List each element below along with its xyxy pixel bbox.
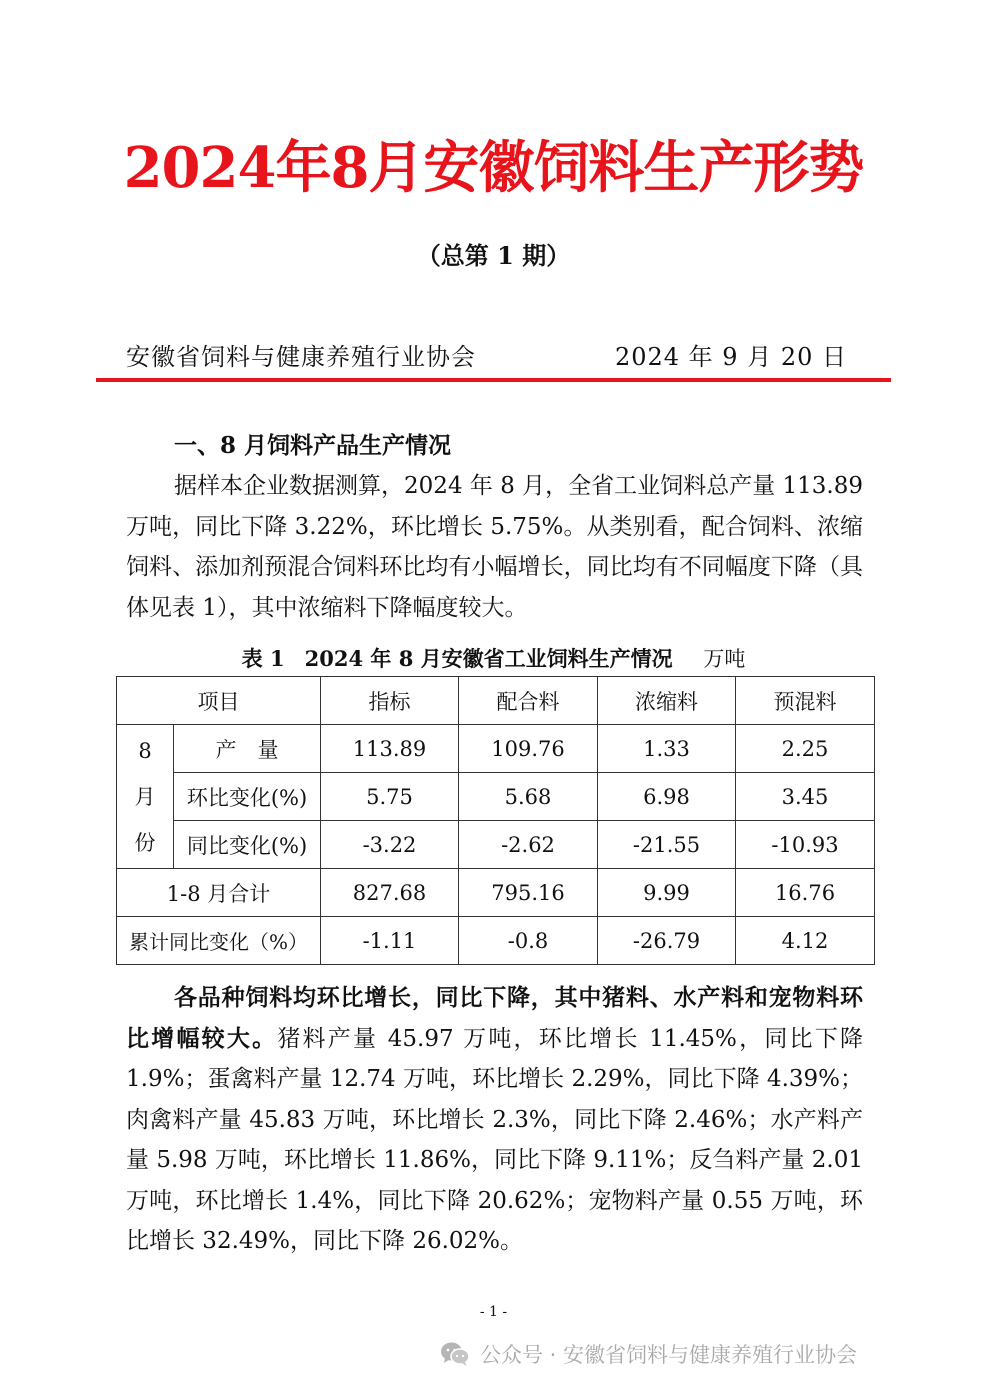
table-cell: 4.12 — [736, 917, 875, 965]
table-cell: -1.11 — [321, 917, 459, 965]
table-cell: 5.68 — [459, 773, 598, 821]
intro-paragraph: 据样本企业数据测算，2024 年 8 月，全省工业饲料总产量 113.89 万吨，同比下降 3.22%，环比增长 5.75%。从类别看，配合饲料、浓缩饲料、添加剂预混合饲料环比均有小幅增长，同比均有不同幅度下降（具体见表 1），其中浓缩料下降幅度较大。 — [126, 473, 863, 621]
table-row — [117, 869, 875, 917]
table-cell: -10.93 — [736, 821, 875, 869]
row-label: 累计同比变化（%） — [117, 917, 321, 965]
row-label: 同比变化(%) — [174, 821, 321, 869]
table-cell: 9.99 — [598, 869, 736, 917]
month-label-cell — [117, 725, 174, 869]
month-label-char: 份 — [134, 830, 156, 855]
table-cell: 16.76 — [736, 869, 875, 917]
table-cell: 2.25 — [736, 725, 875, 773]
table-cell: 109.76 — [459, 725, 598, 773]
issue-number: （总第 1 期） — [416, 241, 571, 270]
table-caption-label: 表 1 — [241, 646, 285, 671]
table-cell: 5.75 — [321, 773, 459, 821]
footer-text: 公众号 · 安徽省饲料与健康养殖行业协会 — [480, 1343, 858, 1367]
table-cell: 6.98 — [598, 773, 736, 821]
table-row — [117, 821, 875, 869]
table-cell: -21.55 — [598, 821, 736, 869]
document-title: 2024年8月安徽饲料生产形势 — [123, 135, 864, 201]
month-label-char: 8 — [138, 738, 152, 763]
wechat-footer — [440, 1334, 857, 1374]
page-number: - 1 - — [479, 1304, 508, 1320]
table-cell: 795.16 — [459, 869, 598, 917]
section-heading: 一、8 月饲料产品生产情况 — [174, 432, 452, 459]
table-cell: -26.79 — [598, 917, 736, 965]
table-header-row — [117, 677, 875, 725]
row-label: 环比变化(%) — [174, 773, 321, 821]
row-label: 产 量 — [174, 725, 321, 773]
table-row — [117, 773, 875, 821]
table-cell: 1.33 — [598, 725, 736, 773]
table-caption — [0, 642, 987, 676]
publish-date: 2024 年 9 月 20 日 — [614, 343, 847, 371]
category-paragraph-body: 猪料产量 45.97 万吨，环比增长 11.45%，同比下降 1.9%；蛋禽料产量 12.74 万吨，环比增长 2.29%，同比下降 4.39%；肉禽料产量 45.83 万吨，环比增长 2.3%，同比下降 2.46%；水产料产量 5.98 万吨，环比增长 11.86%，同比下降 9.11%；反刍料产量 2.01 万吨，环比增长 1.4%，同比下降 20.62%；宠物料产量 0.55 万吨，环比增长 32.49%，同比下降 26.02%。 — [126, 1025, 863, 1254]
production-table — [116, 676, 875, 965]
table-cell: 3.45 — [736, 773, 875, 821]
table-row — [117, 917, 875, 965]
row-label: 1-8 月合计 — [117, 869, 321, 917]
table-header-cell: 配合料 — [459, 677, 598, 725]
publisher-name: 安徽省饲料与健康养殖行业协会 — [126, 343, 476, 371]
table-row — [117, 725, 875, 773]
table-cell: 113.89 — [321, 725, 459, 773]
table-header-cell: 预混料 — [736, 677, 875, 725]
category-paragraph — [126, 978, 863, 1262]
table-header-cell: 指标 — [321, 677, 459, 725]
table-cell: -0.8 — [459, 917, 598, 965]
table-header-cell: 项目 — [117, 677, 321, 725]
category-paragraph-lead: 各品种饲料均环比增长，同比下降，其中猪料、水产料和宠物料环比增幅较大。 — [126, 984, 863, 1052]
table-cell: -3.22 — [321, 821, 459, 869]
table-caption-title: 2024 年 8 月安徽省工业饲料生产情况 — [304, 646, 673, 671]
month-label-char: 月 — [134, 784, 156, 809]
table-caption-unit: 万吨 — [703, 647, 746, 671]
table-header-cell: 浓缩料 — [598, 677, 736, 725]
table-cell: 827.68 — [321, 869, 459, 917]
header-divider — [96, 378, 891, 382]
table-cell: -2.62 — [459, 821, 598, 869]
wechat-icon — [440, 1341, 470, 1367]
